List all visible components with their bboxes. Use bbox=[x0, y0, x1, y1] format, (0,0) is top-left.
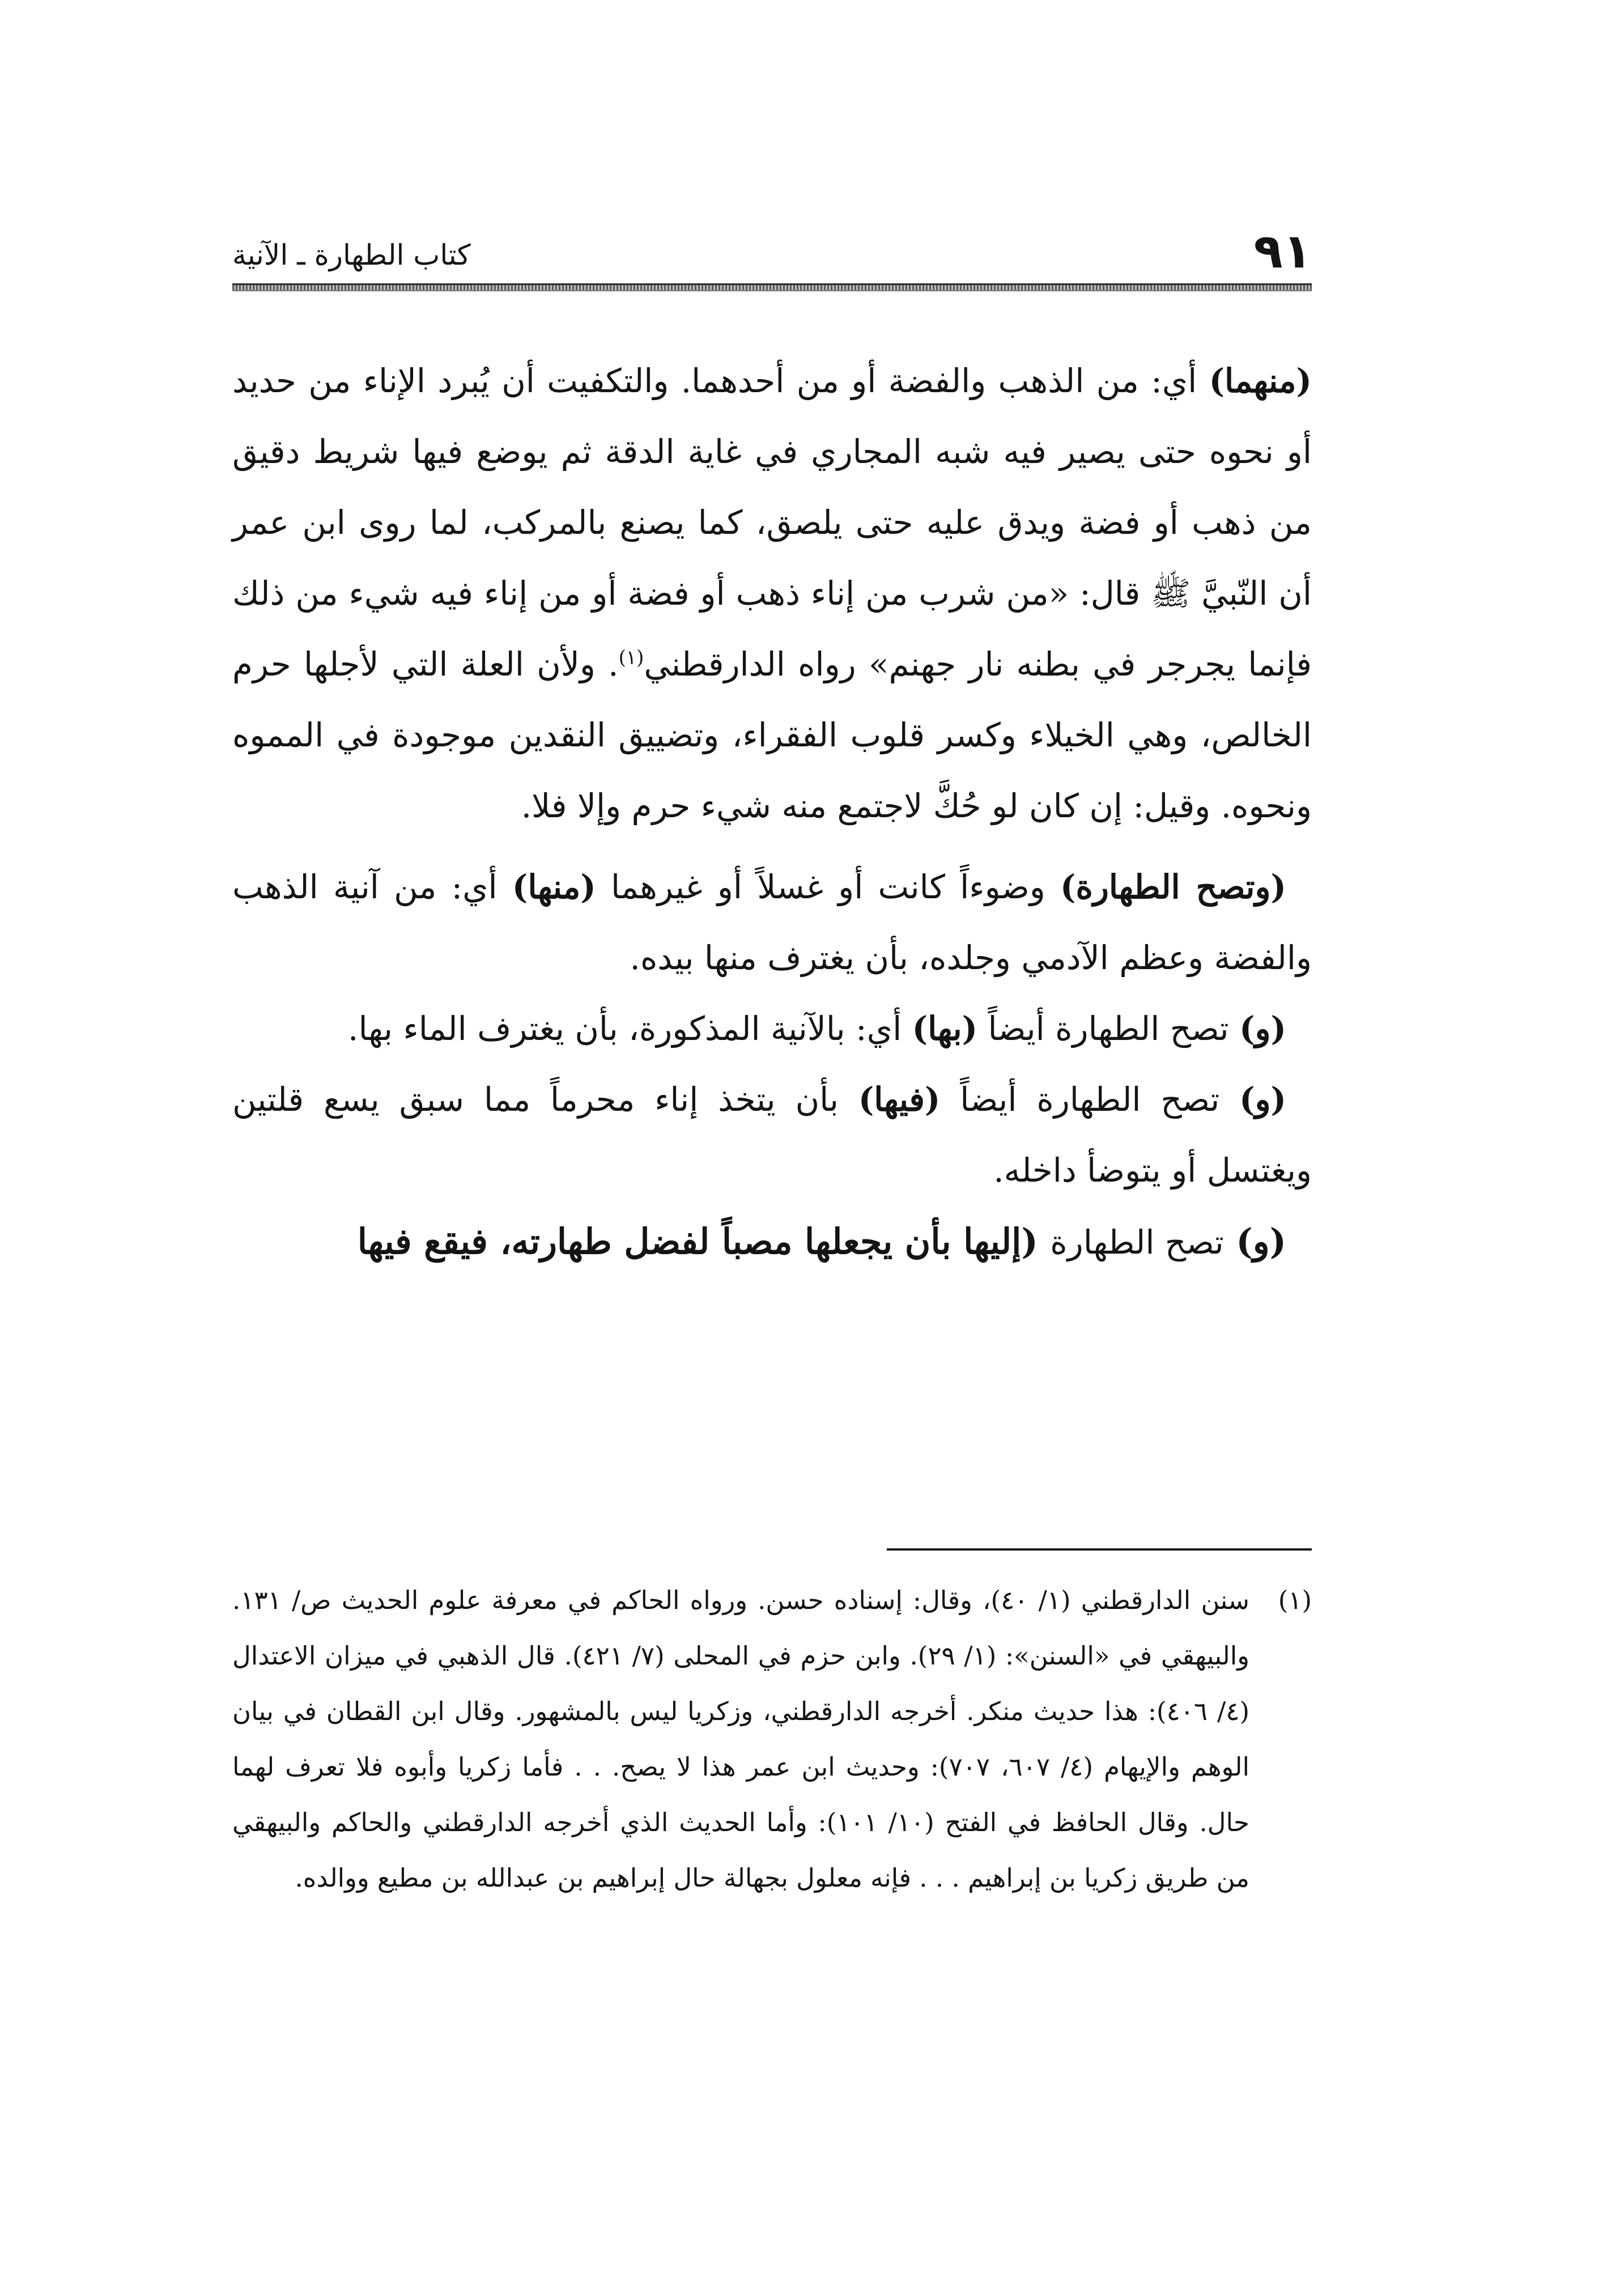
paragraph-text: أي: من آنية الذهب والفضة وعظم الآدمي وجلده، بأن يغترف منها بيده. bbox=[232, 868, 1312, 977]
matn-text: (إليها بأن يجعلها مصباً لفضل طهارته، فيقع فيها bbox=[357, 1221, 1038, 1262]
matn-marker: (فيها) bbox=[858, 1080, 941, 1119]
paragraph-text: تصح الطهارة أيضاً bbox=[988, 1009, 1229, 1048]
paragraph-text: تصح الطهارة أيضاً bbox=[960, 1080, 1220, 1119]
paragraph-text: وضوءاً كانت أو غسلاً أو غيرهما bbox=[611, 868, 1045, 906]
paragraph-4 bbox=[232, 1064, 1312, 1206]
paragraph-text: بأن يتخذ إناء محرماً مما سبق يسع قلتين ويغتسل أو يتوضأ داخله. bbox=[232, 1080, 1312, 1190]
matn-marker: (منها) bbox=[512, 868, 596, 906]
paragraph-5 bbox=[232, 1206, 1312, 1278]
paragraph-3 bbox=[232, 993, 1312, 1064]
page-number: ٩١ bbox=[1253, 223, 1312, 279]
main-text bbox=[232, 346, 1312, 1278]
matn-marker: (منهما) bbox=[1209, 362, 1312, 400]
header-divider bbox=[232, 283, 1312, 291]
paragraph-text: أي: من الذهب والفضة أو من أحدهما. والتكفيت أن يُبرد الإناء من حديد أو نحوه حتى يصير فيه شبه المجاري في غاية الدقة ثم يوضع فيها شريط دقيق من ذهب أو فضة ويدق عليه حتى يلصق، كما يصنع بالمركب، لما روى ابن عمر أن النّبيَّ ﷺ قال: «من شرب من إناء ذهب أو فضة أو من إناء فيه شيء من ذلك فإنما يجرجر في بطنه نار جهنم» رواه الدارقطني bbox=[232, 362, 1312, 683]
footnote-text: سنن الدارقطني (١/ ٤٠)، وقال: إسناده حسن. ورواه الحاكم في معرفة علوم الحديث ص/ ١٣١. والبيهقي في «السنن»: (١/ ٢٩). وابن حزم في المحلى (٧/ ٤٢١). قال الذهبي في ميزان الاعتدال (٤/ ٤٠٦): هذا حديث منكر. أخرجه الدارقطني، وزكريا ليس بالمشهور. وقال ابن القطان في بيان الوهم والإيهام (٤/ ٦٠٧، ٧٠٧): وحديث ابن عمر هذا لا يصح. . . فأما زكريا وأبوه فلا تعرف لهما حال. وقال الحافظ في الفتح (١٠/ ١٠١): وأما الحديث الذي أخرجه الدارقطني والحاكم والبيهقي من طريق زكريا بن إبراهيم . . . فإنه معلول بجهالة حال إبراهيم بن عبدالله بن مطيع ووالده. bbox=[232, 1585, 1250, 1893]
paragraph-2 bbox=[232, 852, 1312, 993]
paragraph-text: . ولأن العلة التي لأجلها حرم الخالص، وهي الخيلاء وكسر قلوب الفقراء، وتضييق النقدين موجودة في المموه ونحوه. وقيل: إن كان لو حُكَّ لاجتمع منه شيء حرم وإلا فلا. bbox=[232, 645, 1312, 825]
paragraph-text: تصح الطهارة bbox=[1050, 1223, 1224, 1262]
matn-marker: (و) bbox=[1236, 1221, 1286, 1262]
matn-marker: (و) bbox=[1239, 1009, 1286, 1048]
matn-marker: (بها) bbox=[912, 1009, 978, 1048]
matn-marker: (و) bbox=[1239, 1080, 1286, 1119]
page-header bbox=[232, 223, 1312, 279]
footnote-number: (١) bbox=[1278, 1585, 1312, 1615]
running-title: كتاب الطهارة ـ الآنية bbox=[232, 239, 471, 271]
footnotes bbox=[232, 1573, 1312, 1906]
paragraph-text: أي: بالآنية المذكورة، بأن يغترف الماء بها. bbox=[348, 1009, 902, 1048]
footnote-1 bbox=[232, 1573, 1312, 1906]
footnote-ref[interactable]: (١) bbox=[618, 646, 644, 669]
matn-marker: (وتصح الطهارة) bbox=[1060, 868, 1286, 906]
paragraph-1 bbox=[232, 346, 1312, 842]
footnote-separator bbox=[887, 1548, 1312, 1551]
